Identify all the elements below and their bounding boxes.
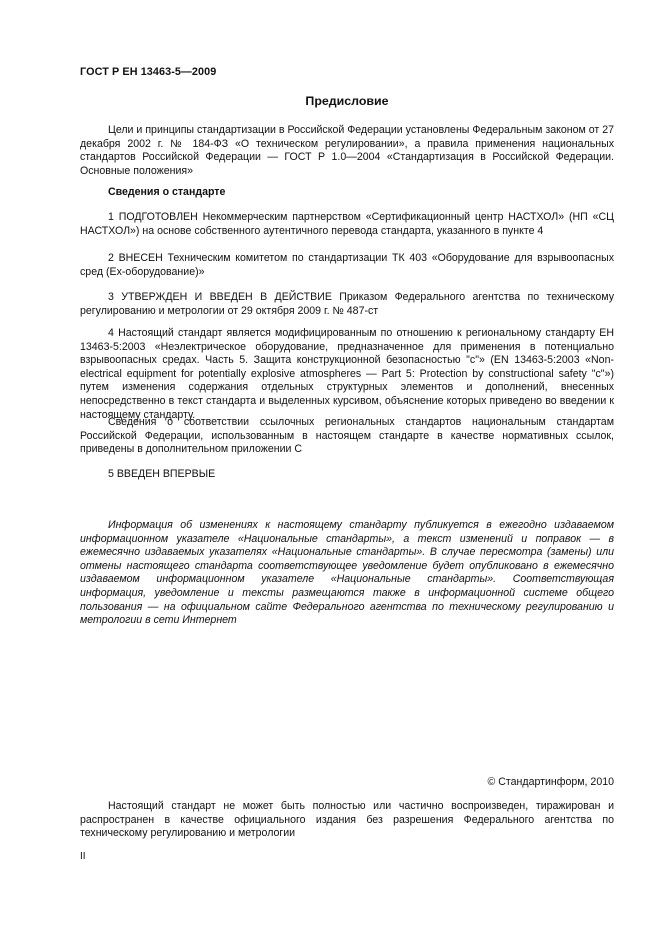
info-item-1: 1 ПОДГОТОВЛЕН Некоммерческим партнерством «Сертификационный центр НАСТХОЛ» (НП «СЦ НАСТХОЛ») на основе собственного аутентичного перевода стандарта, указанного в пункте 4 (80, 211, 614, 237)
info-item-5: 5 ВВЕДЕН ВПЕРВЫЕ (108, 468, 216, 480)
info-item-4: 4 Настоящий стандарт является модифицированным по отношению к региональному стандарту ЕН 13463-5:2003 «Неэлектрическое оборудование, предназначенное для применения в потенциально взрывоопасных средах. Часть 5. Защита конструкционной безопасностью "с"» (EN 13463-5:2003 «Non-electrical equipment for potentially explosive atmospheres — Part 5: Protection by constructional safety "c"») путем изменения содержания отдельных структурных элементов и дополнений, внесенных непосредственно в текст стандарта и выделенных курсивом, объяснение которых приведено во введении к настоящему стандарту. (80, 327, 614, 421)
info-item-2: 2 ВНЕСЕН Техническим комитетом по стандартизации ТК 403 «Оборудование для взрывоопасных сред (Ех-оборудование)» (80, 252, 614, 278)
foreword-title: Предисловие (305, 94, 389, 108)
reproduction-notice: Настоящий стандарт не может быть полностью или частично воспроизведен, тиражирован и распространен в качестве официального издания без разрешения Федерального агентства по техническому регулированию и метрологии (80, 800, 614, 840)
copyright-notice: © Стандартинформ, 2010 (487, 776, 614, 788)
page-number: II (80, 851, 86, 862)
standard-info-heading: Сведения о стандарте (108, 186, 226, 198)
standard-code-header: ГОСТ Р ЕН 13463-5—2009 (80, 66, 217, 78)
info-item-3: 3 УТВЕРЖДЕН И ВВЕДЕН В ДЕЙСТВИЕ Приказом Федерального агентства по техническому регулированию и метрологии от 29 октября 2009 г. № 487-ст (80, 291, 614, 317)
foreword-intro-paragraph: Цели и принципы стандартизации в Российской Федерации установлены Федеральным законом от 27 декабря 2002 г. № 184-ФЗ «О техническом регулировании», а правила применения национальных стандартов Российской Федерации — ГОСТ Р 1.0—2004 «Стандартизация в Российской Федерации. Основные положения» (80, 124, 614, 177)
changes-information-paragraph: Информация об изменениях к настоящему стандарту публикуется в ежегодно издаваемом информационном указателе «Национальные стандарты», а текст изменений и поправок — в ежемесячно издаваемых указателях «Национальные стандарты». В случае пересмотра (замены) или отмены настоящего стандарта соответствующее уведомление будет опубликовано в ежемесячно издаваемом информационном указателе «Национальные стандарты». Соответствующая информация, уведомление и тексты размещаются также в информационной системе общего пользования — на официальном сайте Федерального агентства по техническому регулированию и метрологии в сети Интернет (80, 519, 614, 627)
info-item-4-note: Сведения о соответствии ссылочных региональных стандартов национальным стандартам Российской Федерации, использованным в настоящем стандарте в качестве нормативных ссылок, приведены в дополнительном приложении С (80, 416, 614, 456)
